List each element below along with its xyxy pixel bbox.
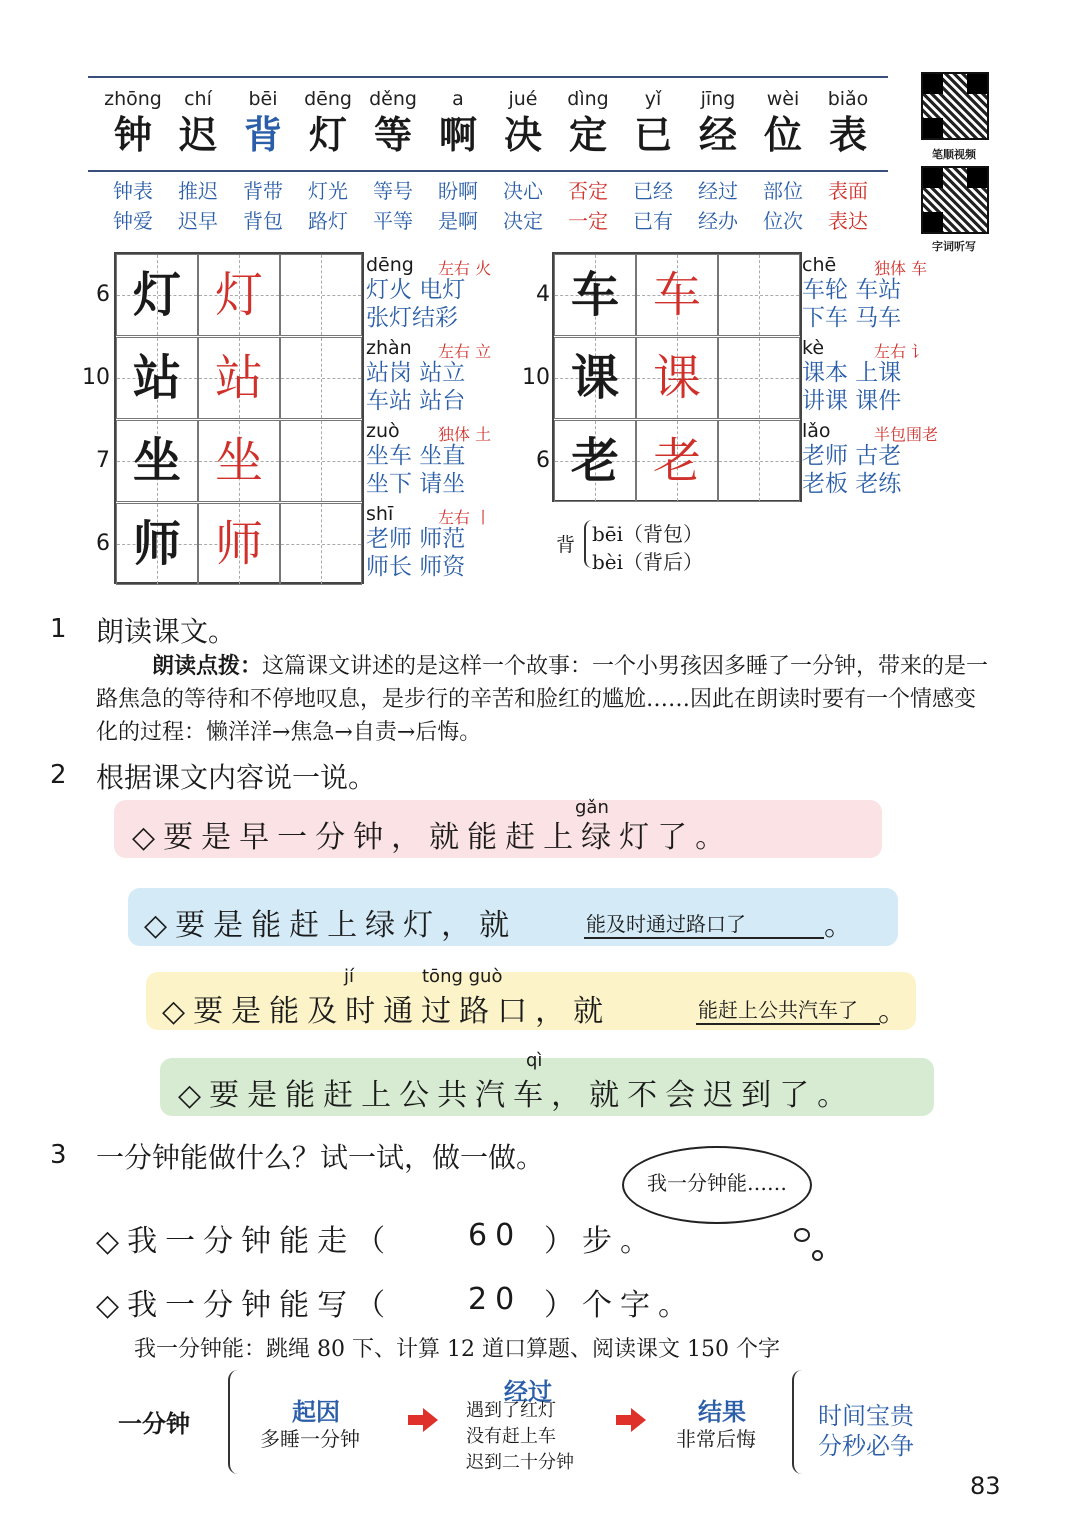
- char-words-2: 师长 师资: [366, 554, 466, 580]
- row-write-start: ◇我一分钟能写（: [96, 1288, 394, 1323]
- vocab-char: 表: [828, 112, 867, 157]
- vocab-column: [232, 86, 294, 236]
- trace-char: 老: [652, 433, 701, 489]
- char-words-2: 讲课 课件: [802, 388, 902, 414]
- vocab-word-2: 钟爱: [113, 209, 153, 233]
- thought-bubble-text: 我一分钟能……: [647, 1171, 787, 1195]
- vocab-word-1: 钟表: [113, 179, 153, 203]
- section-1-title: 朗读课文。: [96, 615, 237, 648]
- vocab-word-2: 迟早: [178, 209, 218, 233]
- trace-char: 灯: [214, 267, 263, 323]
- char-words-1: 坐车 坐直: [366, 443, 466, 469]
- section-3-title: 一分钟能做什么？试一试，做一做。: [96, 1141, 545, 1174]
- vocab-column: [427, 86, 489, 236]
- vocab-pinyin: děng: [369, 88, 417, 110]
- vocab-char: 决: [503, 112, 542, 157]
- header-top-rule: [88, 76, 888, 78]
- sentence-3-end: 。: [878, 994, 916, 1029]
- flow-process-1: 遇到了红灯: [466, 1400, 556, 1421]
- vocab-pinyin: jīng: [700, 88, 736, 110]
- page-number: 83: [970, 1472, 1001, 1500]
- vocab-pinyin: a: [452, 88, 464, 110]
- flow-arrow-2: [616, 1408, 646, 1432]
- stroke-count: 6: [96, 531, 110, 556]
- blank-writing-cell[interactable]: [718, 254, 800, 336]
- vocab-column: [297, 86, 359, 236]
- flow-cause-title: 起因: [292, 1397, 340, 1426]
- char-words-2: 下车 马车: [802, 305, 902, 331]
- polyphone-reading-2: bèi（背后）: [592, 550, 704, 574]
- char-structure-radical: 左右 讠: [874, 342, 928, 361]
- vocab-pinyin: yǐ: [644, 88, 662, 110]
- sentence-1: ◇要是早一分钟，就能赶上绿灯了。: [132, 820, 734, 855]
- char-pinyin: lǎo: [802, 420, 831, 442]
- char-structure-radical: 独体 车: [874, 259, 928, 278]
- model-char: 灯: [132, 267, 181, 323]
- row-write-value[interactable]: 20: [468, 1282, 523, 1317]
- section-2-title: 根据课文内容说一说。: [96, 761, 377, 794]
- vocab-word-1: 决心: [503, 179, 543, 203]
- char-words-1: 课本 上课: [802, 360, 902, 386]
- thought-bubble: [622, 1146, 812, 1224]
- trace-char: 师: [214, 516, 263, 572]
- section-3-number: 3: [50, 1140, 67, 1170]
- trace-char: 坐: [214, 433, 263, 489]
- vocab-char: 迟: [178, 112, 217, 157]
- vocab-word-2: 决定: [503, 209, 543, 233]
- vocab-pinyin: dēng: [304, 88, 352, 110]
- row-walk-start: ◇我一分钟能走（: [96, 1224, 394, 1259]
- flow-process-3: 迟到二十分钟: [466, 1452, 574, 1473]
- vocab-char: 背: [243, 112, 282, 157]
- sentence-3-answer: 能赶上公共汽车了: [696, 994, 880, 1025]
- vocab-column: [102, 86, 164, 236]
- flow-result-text: 非常后悔: [676, 1427, 756, 1451]
- flow-moral-1: 时间宝贵: [818, 1402, 914, 1430]
- char-pinyin: zuò: [366, 420, 400, 442]
- char-structure-radical: 独体 土: [438, 425, 492, 444]
- char-structure-radical: 左右 丨: [438, 508, 492, 527]
- blank-writing-cell[interactable]: [280, 503, 362, 585]
- qr-code-dictation[interactable]: [921, 166, 989, 234]
- polyphone-reading-1: bēi（背包）: [592, 522, 704, 546]
- pinyin-ji: jí: [344, 966, 355, 987]
- char-words-2: 坐下 请坐: [366, 471, 466, 497]
- pinyin-tongguo: tōng guò: [422, 966, 503, 987]
- char-pinyin: zhàn: [366, 337, 412, 359]
- vocab-char: 啊: [438, 112, 477, 157]
- flow-arrow-1: [408, 1408, 438, 1432]
- vocab-word-2: 经办: [698, 209, 738, 233]
- model-char: 师: [132, 516, 181, 572]
- sentence-2-end: 。: [824, 908, 862, 943]
- vocab-word-2: 位次: [763, 209, 803, 233]
- vocab-char: 等: [373, 112, 412, 157]
- vocab-word-1: 已经: [633, 179, 673, 203]
- stroke-count: 10: [82, 365, 110, 390]
- model-char: 车: [570, 267, 619, 323]
- section-2-number: 2: [50, 760, 67, 790]
- model-char: 站: [132, 350, 181, 406]
- blank-writing-cell[interactable]: [280, 420, 362, 502]
- vocab-char: 已: [633, 112, 672, 157]
- char-words-1: 老师 师范: [366, 526, 466, 552]
- vocab-word-1: 经过: [698, 179, 738, 203]
- vocab-word-1: 否定: [568, 179, 608, 203]
- vocab-word-1: 推迟: [178, 179, 218, 203]
- stroke-count: 6: [536, 448, 550, 473]
- char-structure-radical: 左右 立: [438, 342, 492, 361]
- vocab-pinyin: chí: [184, 88, 212, 110]
- vocab-word-1: 盼啊: [438, 179, 478, 203]
- vocab-word-2: 平等: [373, 209, 413, 233]
- char-words-1: 车轮 车站: [802, 277, 902, 303]
- vocab-word-2: 路灯: [308, 209, 348, 233]
- vocab-char: 经: [698, 112, 737, 157]
- vocab-char: 钟: [113, 112, 152, 157]
- vocab-word-2: 背包: [243, 209, 283, 233]
- pinyin-gan: gǎn: [575, 797, 609, 818]
- polyphone-char: 背: [556, 534, 576, 556]
- vocab-word-1: 部位: [763, 179, 803, 203]
- reading-tip-label: 朗读点拨：: [152, 653, 263, 679]
- reading-tip-text: 这篇课文讲述的是这样一个故事：一个小男孩因多睡了一分钟，带来的是一路焦急的等待和不停地叹息，是步行的辛苦和脸红的尴尬……因此在朗读时要有一个情感变化的过程：懒洋洋→焦急→自责→后悔。: [96, 654, 989, 745]
- section-1-number: 1: [50, 614, 67, 644]
- sentence-2-answer: 能及时通过路口了: [584, 908, 824, 939]
- char-pinyin: dēng: [366, 254, 414, 276]
- trace-char: 课: [652, 350, 701, 406]
- flow-moral-2: 分秒必争: [818, 1432, 914, 1460]
- char-words-2: 车站 站台: [366, 388, 466, 414]
- blank-writing-cell[interactable]: [718, 337, 800, 419]
- stroke-count: 4: [536, 282, 550, 307]
- vocab-column: [687, 86, 749, 236]
- vocab-word-2: 表达: [828, 209, 868, 233]
- vocab-pinyin: wèi: [766, 88, 800, 110]
- row-walk-value[interactable]: 60: [468, 1218, 523, 1253]
- char-words-2: 张灯结彩: [366, 305, 458, 331]
- flow-cause-text: 多睡一分钟: [260, 1427, 360, 1451]
- vocab-word-2: 一定: [568, 209, 608, 233]
- vocab-column: [817, 86, 879, 236]
- row-write-end: ）个字。: [544, 1288, 696, 1323]
- vocab-word-1: 表面: [828, 179, 868, 203]
- model-char: 坐: [132, 433, 181, 489]
- bubble-dot-1: [794, 1228, 810, 1242]
- vocab-pinyin: jué: [508, 88, 538, 110]
- vocab-column: [622, 86, 684, 236]
- blank-writing-cell[interactable]: [280, 254, 362, 336]
- vocab-pinyin: biǎo: [827, 88, 869, 110]
- vocab-column: [362, 86, 424, 236]
- model-char: 课: [570, 350, 619, 406]
- pinyin-qi: qì: [526, 1050, 543, 1071]
- row-walk-end: ）步。: [544, 1224, 658, 1259]
- qr-caption-dictation: 字词听写: [932, 240, 976, 253]
- vocab-word-1: 灯光: [308, 179, 348, 203]
- stroke-count: 7: [96, 448, 110, 473]
- vocab-column: [492, 86, 554, 236]
- vocab-pinyin: zhōng: [104, 88, 162, 110]
- vocab-word-2: 已有: [633, 209, 673, 233]
- sentence-3-start: ◇要是能及时通过路口，就: [162, 994, 612, 1029]
- stroke-count: 10: [522, 365, 550, 390]
- trace-char: 车: [652, 267, 701, 323]
- vocab-word-2: 是啊: [438, 209, 478, 233]
- char-structure-radical: 左右 火: [438, 259, 492, 278]
- bubble-dot-2: [812, 1250, 823, 1261]
- model-char: 老: [570, 433, 619, 489]
- vocab-column: [557, 86, 619, 236]
- vocab-word-1: 背带: [243, 179, 283, 203]
- extra-activities: 我一分钟能：跳绳 80 下、计算 12 道口算题、阅读课文 150 个字: [134, 1337, 780, 1362]
- flow-bracket-left: [228, 1370, 240, 1474]
- vocab-pinyin: bēi: [248, 88, 278, 110]
- sentence-4: ◇要是能赶上公共汽车，就不会迟到了。: [178, 1078, 856, 1113]
- sentence-2-start: ◇要是能赶上绿灯，就: [144, 908, 518, 943]
- vocab-char: 位: [763, 112, 802, 157]
- char-pinyin: kè: [802, 337, 825, 359]
- qr-caption-stroke-video: 笔顺视频: [932, 148, 976, 161]
- vocab-char: 定: [568, 112, 607, 157]
- qr-code-stroke-video[interactable]: [921, 72, 989, 140]
- vocab-pinyin: dìng: [567, 88, 609, 110]
- flow-process-2: 没有赶上车: [466, 1426, 556, 1447]
- vocab-char: 灯: [308, 112, 347, 157]
- char-pinyin: shī: [366, 503, 394, 525]
- stroke-count: 6: [96, 282, 110, 307]
- vocab-column: [752, 86, 814, 236]
- char-words-2: 老板 老练: [802, 471, 902, 497]
- reading-tip: [96, 650, 996, 749]
- flow-process-title: 经过: [504, 1377, 552, 1406]
- blank-writing-cell[interactable]: [718, 420, 800, 502]
- char-pinyin: chē: [802, 254, 837, 276]
- vocab-column: [167, 86, 229, 236]
- blank-writing-cell[interactable]: [280, 337, 362, 419]
- char-structure-radical: 半包围老: [874, 425, 939, 444]
- flow-bracket-right: [792, 1370, 804, 1474]
- char-words-1: 灯火 电灯: [366, 277, 466, 303]
- flow-left-label: 一分钟: [118, 1409, 190, 1438]
- flow-result-title: 结果: [698, 1397, 746, 1426]
- char-words-1: 站岗 站立: [366, 360, 466, 386]
- vocab-word-1: 等号: [373, 179, 413, 203]
- trace-char: 站: [214, 350, 263, 406]
- char-words-1: 老师 古老: [802, 443, 902, 469]
